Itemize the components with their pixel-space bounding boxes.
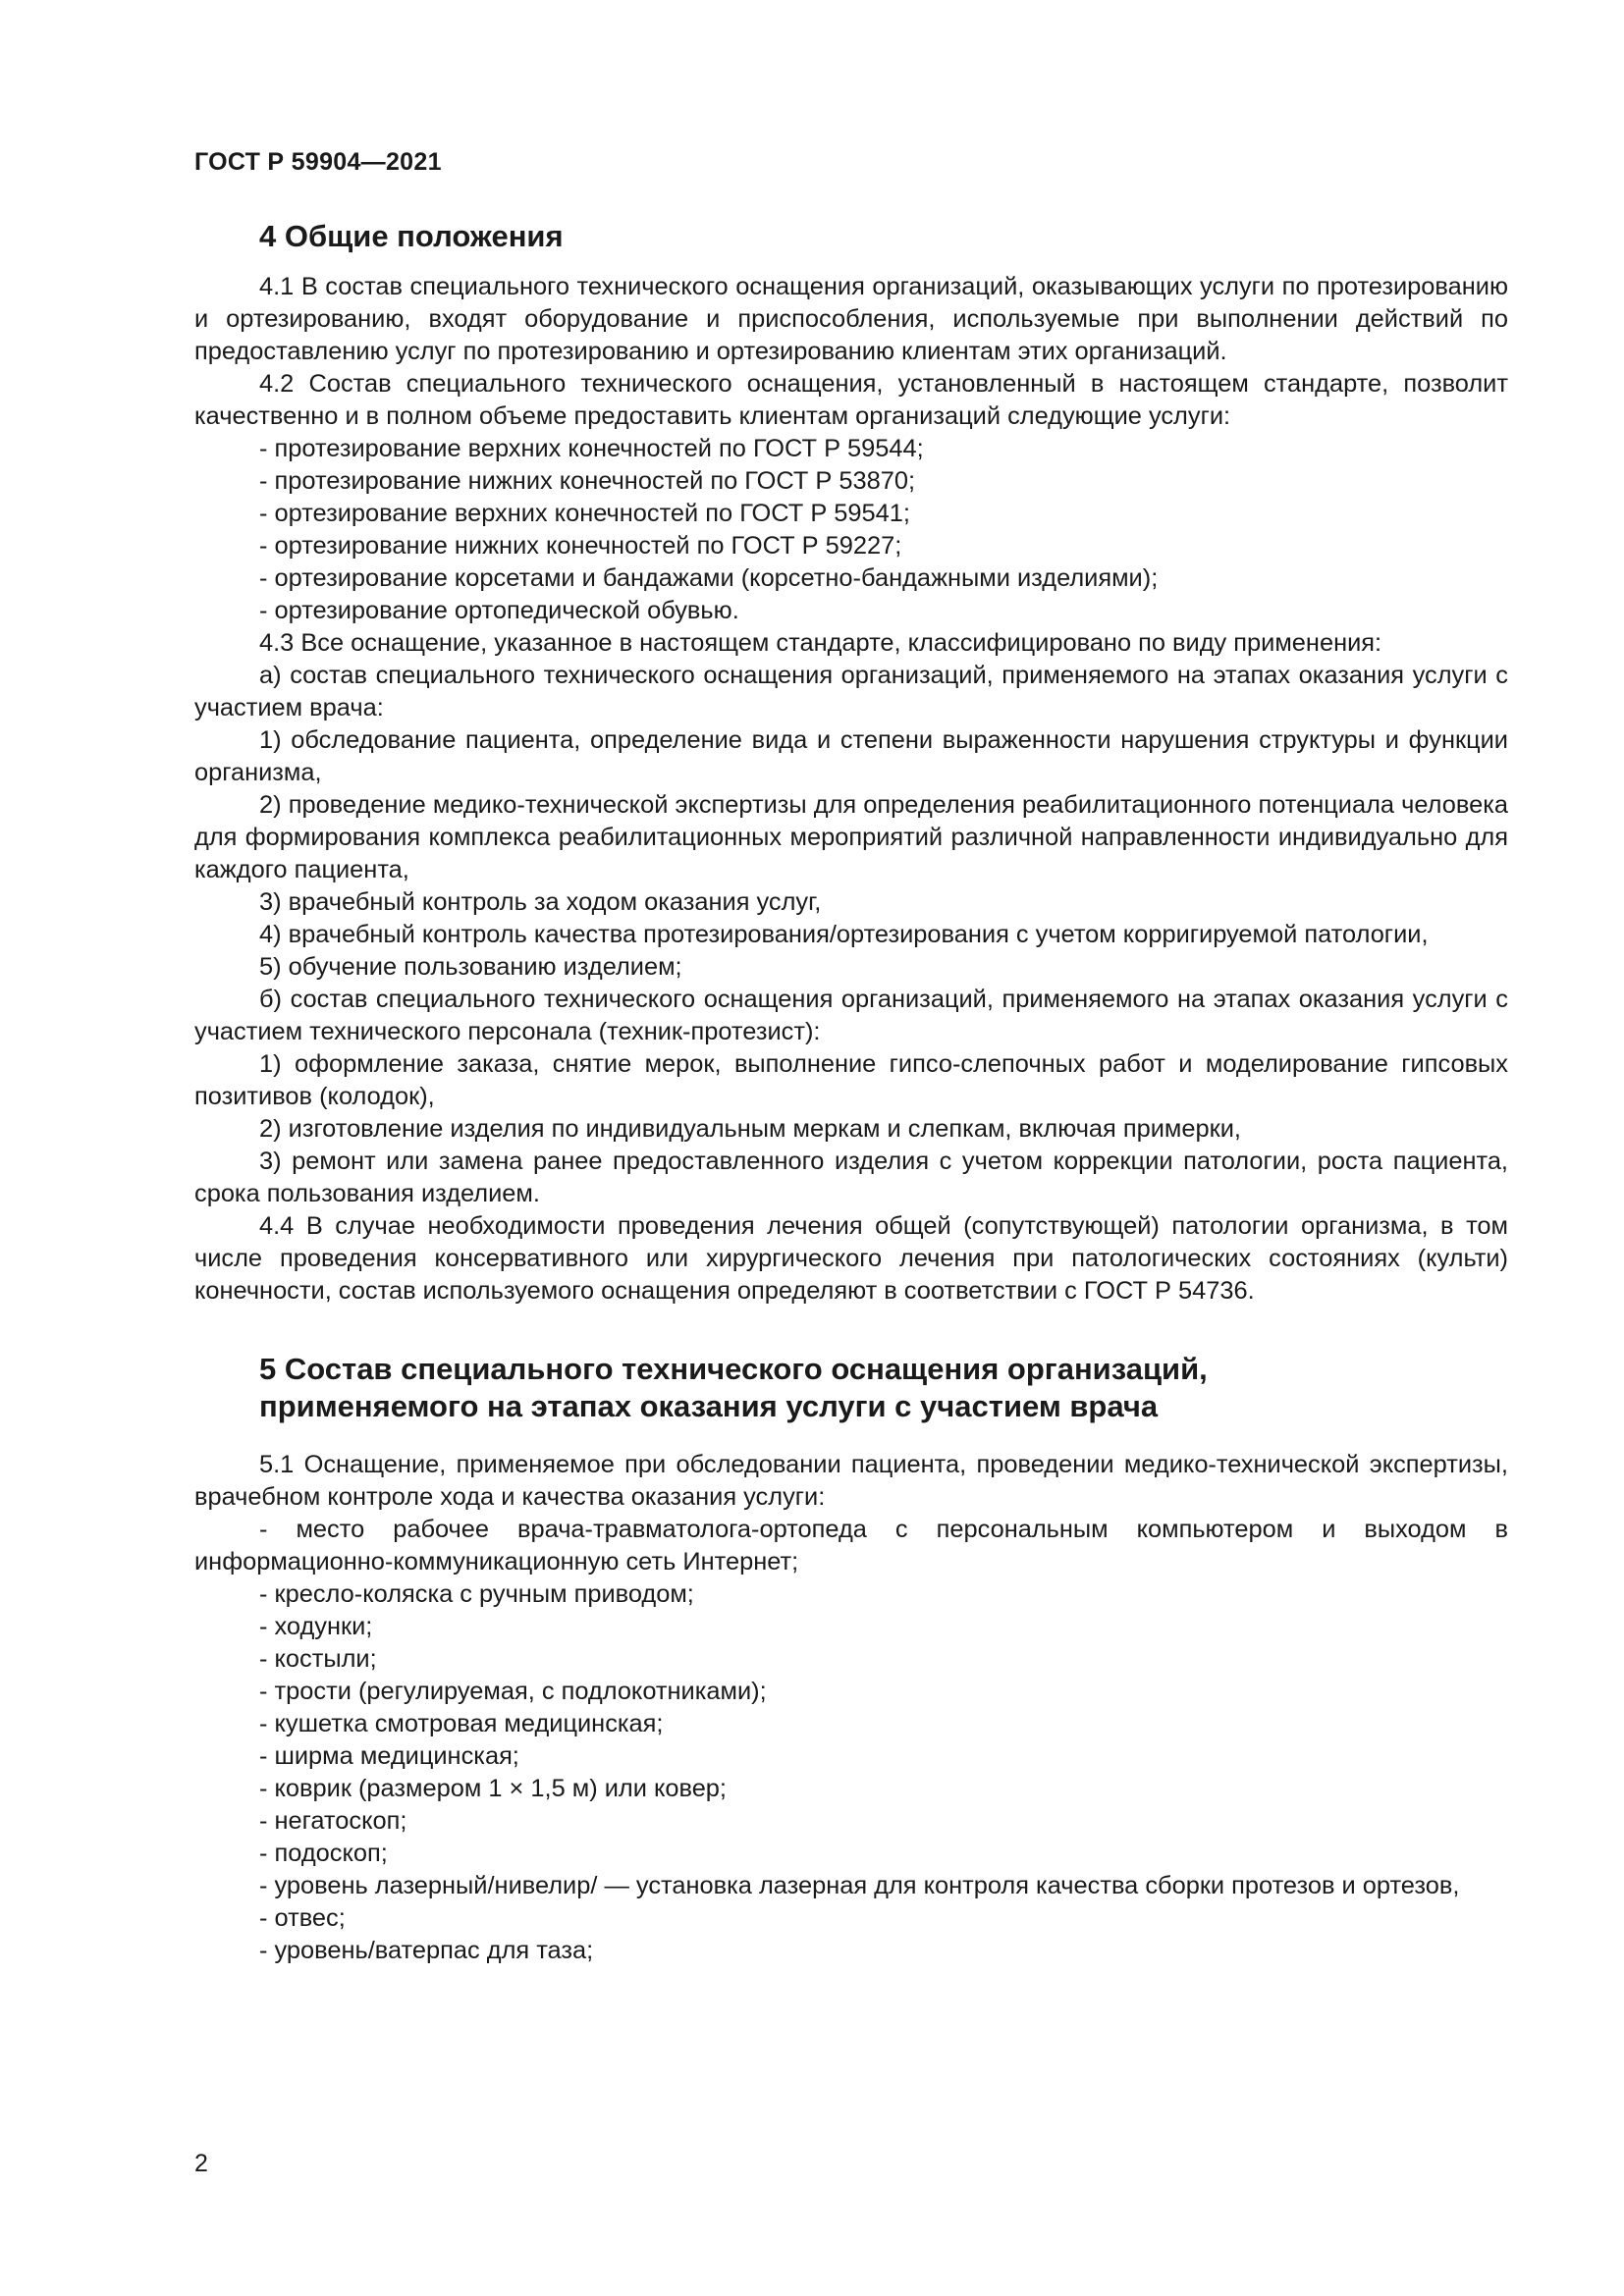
list-item: а) состав специального технического оснащения организаций, применяемого на этапах оказания услуги с участием врача: <box>194 662 1508 721</box>
list-item: - ортезирование верхних конечностей по ГОСТ Р 59541; <box>259 500 910 527</box>
list-item: - протезирование нижних конечностей по ГОСТ Р 53870; <box>259 467 916 495</box>
section-4-title: 4 Общие положения <box>259 219 564 253</box>
list-item: - подоскоп; <box>259 1840 388 1867</box>
list-item: - уровень/ватерпас для таза; <box>259 1937 594 1964</box>
list-item: - ходунки; <box>259 1613 373 1640</box>
list-item: - костыли; <box>259 1645 377 1673</box>
list-item: 1) обследование пациента, определение вида и степени выраженности нарушения структуры и функции организма, <box>194 726 1508 786</box>
paragraph: 4.4 В случае необходимости проведения лечения общей (сопутствующей) патологии организма, в том числе проведения консервативного или хирургического лечения при патологических состояниях (культи) конечности, состав используемого оснащения определяют в соответствии с ГОСТ Р 54736. <box>194 1212 1508 1305</box>
list-item: - кресло-коляска с ручным приводом; <box>259 1580 694 1608</box>
list-item: - ортезирование ортопедической обувью. <box>259 597 739 624</box>
list-item: - кушетка смотровая медицинская; <box>259 1710 664 1737</box>
list-item: 4) врачебный контроль качества протезирования/ортезирования с учетом корригируемой патологии, <box>259 921 1429 948</box>
document-body <box>194 218 1508 1967</box>
list-item: 2) изготовление изделия по индивидуальным меркам и слепкам, включая примерки, <box>259 1115 1241 1143</box>
list-item: 3) врачебный контроль за ходом оказания услуг, <box>259 888 822 916</box>
list-item: - протезирование верхних конечностей по ГОСТ Р 59544; <box>259 435 924 462</box>
list-item: 3) ремонт или замена ранее предоставленного изделия с учетом коррекции патологии, роста пациента, срока пользования изделием. <box>194 1148 1508 1207</box>
list-item: 1) оформление заказа, снятие мерок, выполнение гипсо-слепочных работ и моделирование гипсовых позитивов (колодок), <box>194 1050 1508 1110</box>
document-header: ГОСТ Р 59904—2021 <box>194 148 442 176</box>
list-item: - место рабочее врача-травматолога-ортопеда с персональным компьютером и выходом в информационно-коммуникационную сеть Интернет; <box>194 1516 1508 1575</box>
list-item: - негатоскоп; <box>259 1807 407 1835</box>
paragraph: 4.3 Все оснащение, указанное в настоящем стандарте, классифицировано по виду применения: <box>259 629 1382 657</box>
list-item: 2) проведение медико-технической экспертизы для определения реабилитационного потенциала человека для формирования комплекса реабилитационных мероприятий различной направленности индивидуально для каждого пациента, <box>194 791 1508 883</box>
list-item: - ширма медицинская; <box>259 1742 519 1770</box>
list-item: - отвес; <box>259 1904 346 1932</box>
list-item: - коврик (размером 1 × 1,5 м) или ковер; <box>259 1775 727 1802</box>
paragraph: 4.2 Состав специального технического оснащения, установленный в настоящем стандарте, позволит качественно и в полном объеме предоставить клиентам организаций следующие услуги: <box>194 370 1508 430</box>
list-item: - уровень лазерный/нивелир/ — установка лазерная для контроля качества сборки протезов и ортезов, <box>259 1872 1460 1899</box>
page-number: 2 <box>194 2150 208 2177</box>
section-5-title-line1: 5 Состав специального технического оснащения организаций, <box>259 1352 1208 1386</box>
section-5-body <box>194 1449 1508 1967</box>
paragraph: 4.1 В состав специального технического оснащения организаций, оказывающих услуги по протезированию и ортезированию, входят оборудование и приспособления, используемые при выполнении действий по предоставлению услуг по протезированию и ортезированию клиентам этих организаций. <box>194 273 1508 365</box>
section-5-title-line2: применяемого на этапах оказания услуги с участием врача <box>259 1389 1159 1423</box>
list-item: б) состав специального технического оснащения организаций, применяемого на этапах оказания услуги с участием технического персонала (техник-протезист): <box>194 986 1508 1045</box>
list-item: - трости (регулируемая, с подлокотниками); <box>259 1678 767 1705</box>
list-item: - ортезирование нижних конечностей по ГОСТ Р 59227; <box>259 532 902 560</box>
list-item: - ортезирование корсетами и бандажами (корсетно-бандажными изделиями); <box>259 564 1159 592</box>
paragraph: 5.1 Оснащение, применяемое при обследовании пациента, проведении медико-технической экспертизы, врачебном контроле хода и качества оказания услуги: <box>194 1451 1508 1511</box>
list-item: 5) обучение пользованию изделием; <box>259 953 682 981</box>
section-5-title <box>194 1351 1508 1425</box>
section-4-body <box>194 271 1508 1308</box>
